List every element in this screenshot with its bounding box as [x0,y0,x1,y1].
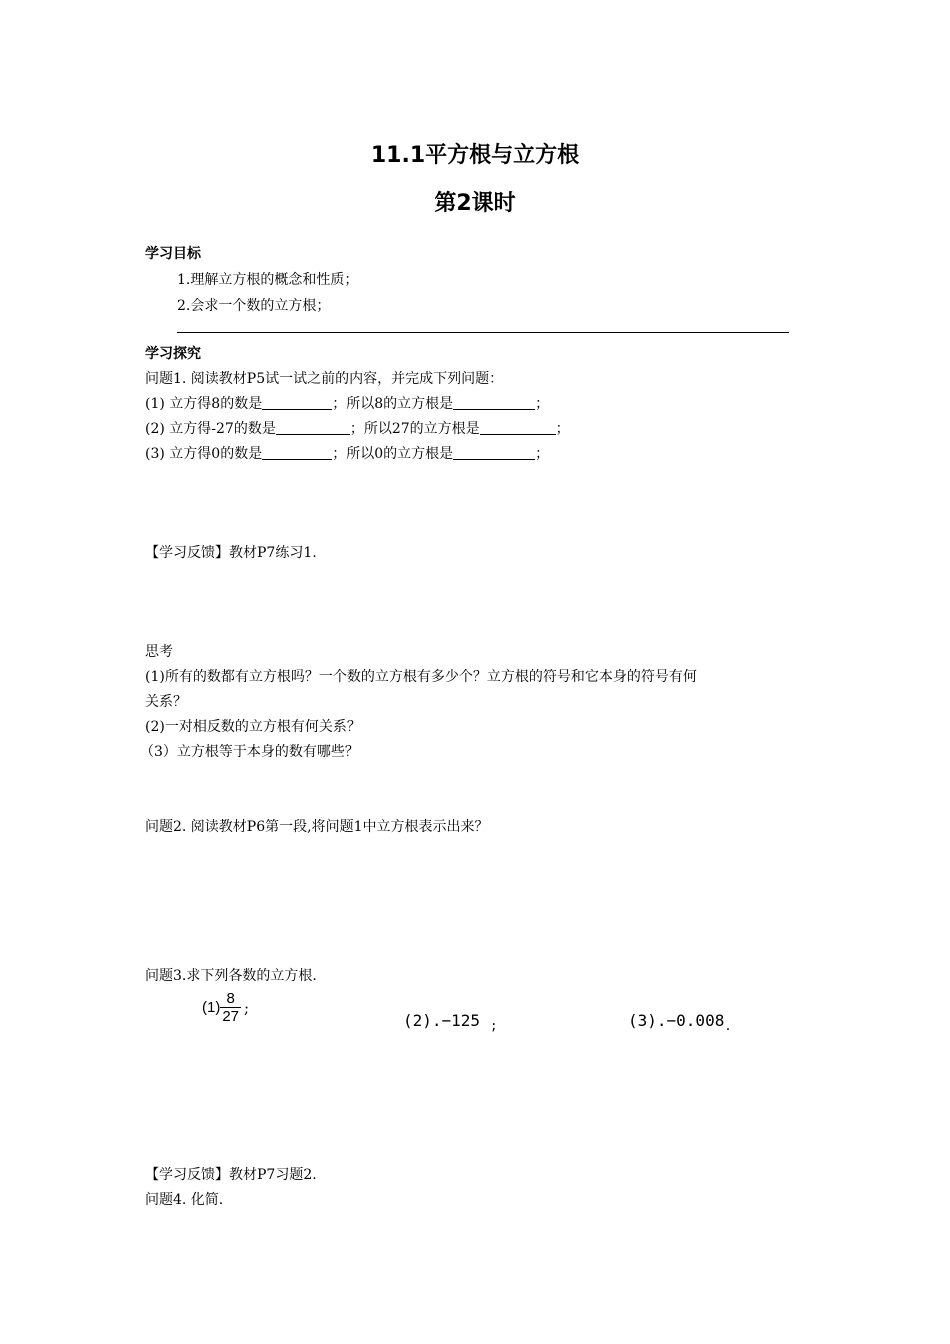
q1-row-1-text-b: ；所以8的立方根是 [332,396,454,412]
question-1: 问题1. 阅读教材P5试一试之前的内容，并完成下列问题： [145,371,504,387]
q3-item-1-label: (1) [202,999,221,1016]
fraction [220,990,241,1025]
question-3: 问题3.求下列各数的立方根. [145,968,317,984]
question-4: 问题4. 化简. [145,1192,224,1208]
q1-row-2 [145,418,570,438]
q3-item-3-end: . [724,1019,732,1033]
answer-blank[interactable] [453,445,535,460]
feedback-2: 【学习反馈】教材P7习题2. [145,1167,317,1183]
page-subtitle: 第2课时 [434,191,516,216]
answer-blank[interactable] [276,420,350,435]
q3-item-2-end: ; [490,1019,498,1033]
question-2: 问题2. 阅读教材P6第一段,将问题1中立方根表示出来？ [145,819,489,835]
section-divider [177,332,789,333]
think-heading: 思考 [145,644,173,660]
answer-blank[interactable] [480,420,556,435]
think-line-2: 关系？ [145,694,187,710]
q3-item-1 [202,990,249,1025]
q3-item-2 [403,1011,497,1033]
think-line-3: (2)一对相反数的立方根有何关系？ [145,719,361,735]
objective-item-2: 2.会求一个数的立方根； [177,298,331,314]
q1-row-2-text-b: ；所以27的立方根是 [349,421,480,437]
page-title: 11.1平方根与立方根 [370,143,580,168]
objective-item-1: 1.理解立方根的概念和性质； [177,272,359,288]
q1-row-3-text-b: ；所以0的立方根是 [332,446,454,462]
q1-row-2-text-a: (2) 立方得-27的数是 [145,421,276,437]
q3-item-1-end: ; [244,998,250,1017]
explore-heading: 学习探究 [145,346,201,362]
q1-row-2-text-c: ； [555,421,570,437]
q3-item-2-text: (2).−125 [403,1011,481,1030]
answer-blank[interactable] [262,445,332,460]
q3-item-3 [628,1011,732,1033]
think-line-1: (1)所有的数都有立方根吗？一个数的立方根有多少个？立方根的符号和它本身的符号有何 [145,669,697,685]
answer-blank[interactable] [262,395,332,410]
q1-row-1-text-c: ； [535,396,550,412]
q1-row-1-text-a: (1) 立方得8的数是 [145,396,263,412]
q3-item-3-text: (3).−0.008 [628,1011,725,1030]
objectives-heading: 学习目标 [145,246,201,262]
answer-blank[interactable] [453,395,535,410]
fraction-denominator: 27 [222,1008,240,1025]
q1-row-3 [145,443,549,463]
q1-row-1 [145,393,549,413]
fraction-numerator: 8 [220,990,241,1008]
feedback-1: 【学习反馈】教材P7练习1. [145,545,317,561]
think-line-4: （3）立方根等于本身的数有哪些？ [140,744,359,760]
q1-row-3-text-a: (3) 立方得0的数是 [145,446,263,462]
q1-row-3-text-c: ； [535,446,550,462]
